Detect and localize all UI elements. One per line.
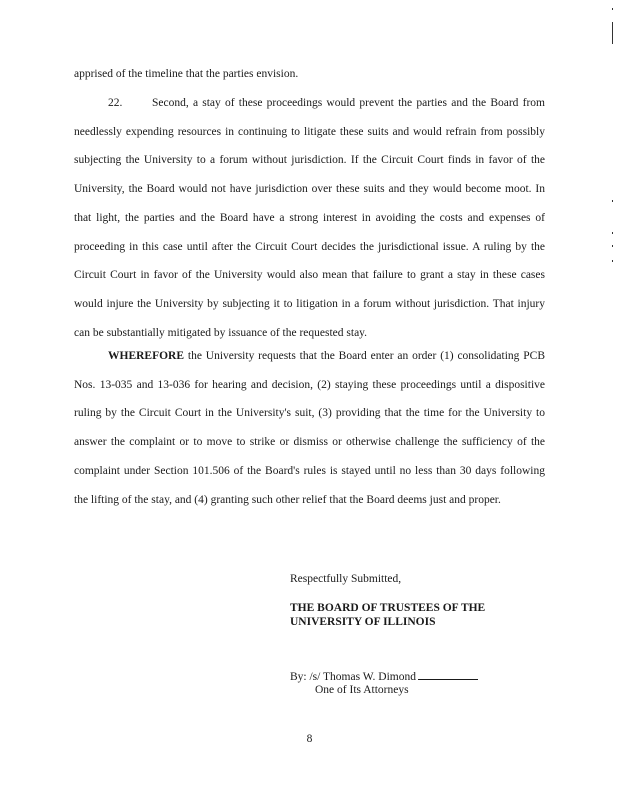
signature-closing: Respectfully Submitted, [290,573,402,585]
wherefore-paragraph [74,342,545,514]
continued-paragraph-line: apprised of the timeline that the parties envision. [74,68,299,80]
signature-by-line [290,669,478,684]
page-number: 8 [306,733,313,745]
scan-edge-mark [612,245,613,247]
signature-underline [418,669,478,680]
paragraph-number: 22. [108,97,123,109]
wherefore-text: the University requests that the Board enter an order (1) consolidating PCB Nos. 13-035 and 13-036 for hearing and decision, (2) staying these proceedings until a dispositive ruling by the Circuit Court in the University's suit, (3) providing that the time for the University to answer the complaint or to move to strike or dismiss or otherwise challenge the sufficiency of the complaint under Section 101.506 of the Board's rules is stayed until no less than 30 days following the lifting of the stay, and (4) granting such other relief that the Board deems just and proper. [74,350,545,506]
scan-edge-mark [612,200,613,202]
signature-party: THE BOARD OF TRUSTEES OF THE UNIVERSITY OF ILLINOIS [290,602,486,628]
signature-role: One of Its Attorneys [315,684,409,696]
paragraph-22 [74,89,545,347]
scan-edge-mark [612,260,613,262]
scan-edge-mark [612,22,613,44]
scan-edge-mark [612,8,613,10]
signature-by-text: By: /s/ Thomas W. Dimond [290,671,416,683]
scan-edge-mark [612,232,613,234]
paragraph-22-text: Second, a stay of these proceedings would prevent the parties and the Board from needlessly expending resources in continuing to litigate these suits and would refrain from possibly subjecting the University to a forum without jurisdiction. If the Circuit Court finds in favor of the University, the Board would not have jurisdiction over these suits and they would become moot. In that light, the parties and the Board have a strong interest in avoiding the costs and expenses of proceeding in this case until after the Circuit Court decides the jurisdictional issue. A ruling by the Circuit Court in favor of the University would also mean that failure to grant a stay in these cases would injure the University by subjecting it to litigation in a forum without jurisdiction. That injury can be substantially mitigated by issuance of the requested stay. [74,97,545,339]
wherefore-lead: WHEREFORE [108,350,185,362]
